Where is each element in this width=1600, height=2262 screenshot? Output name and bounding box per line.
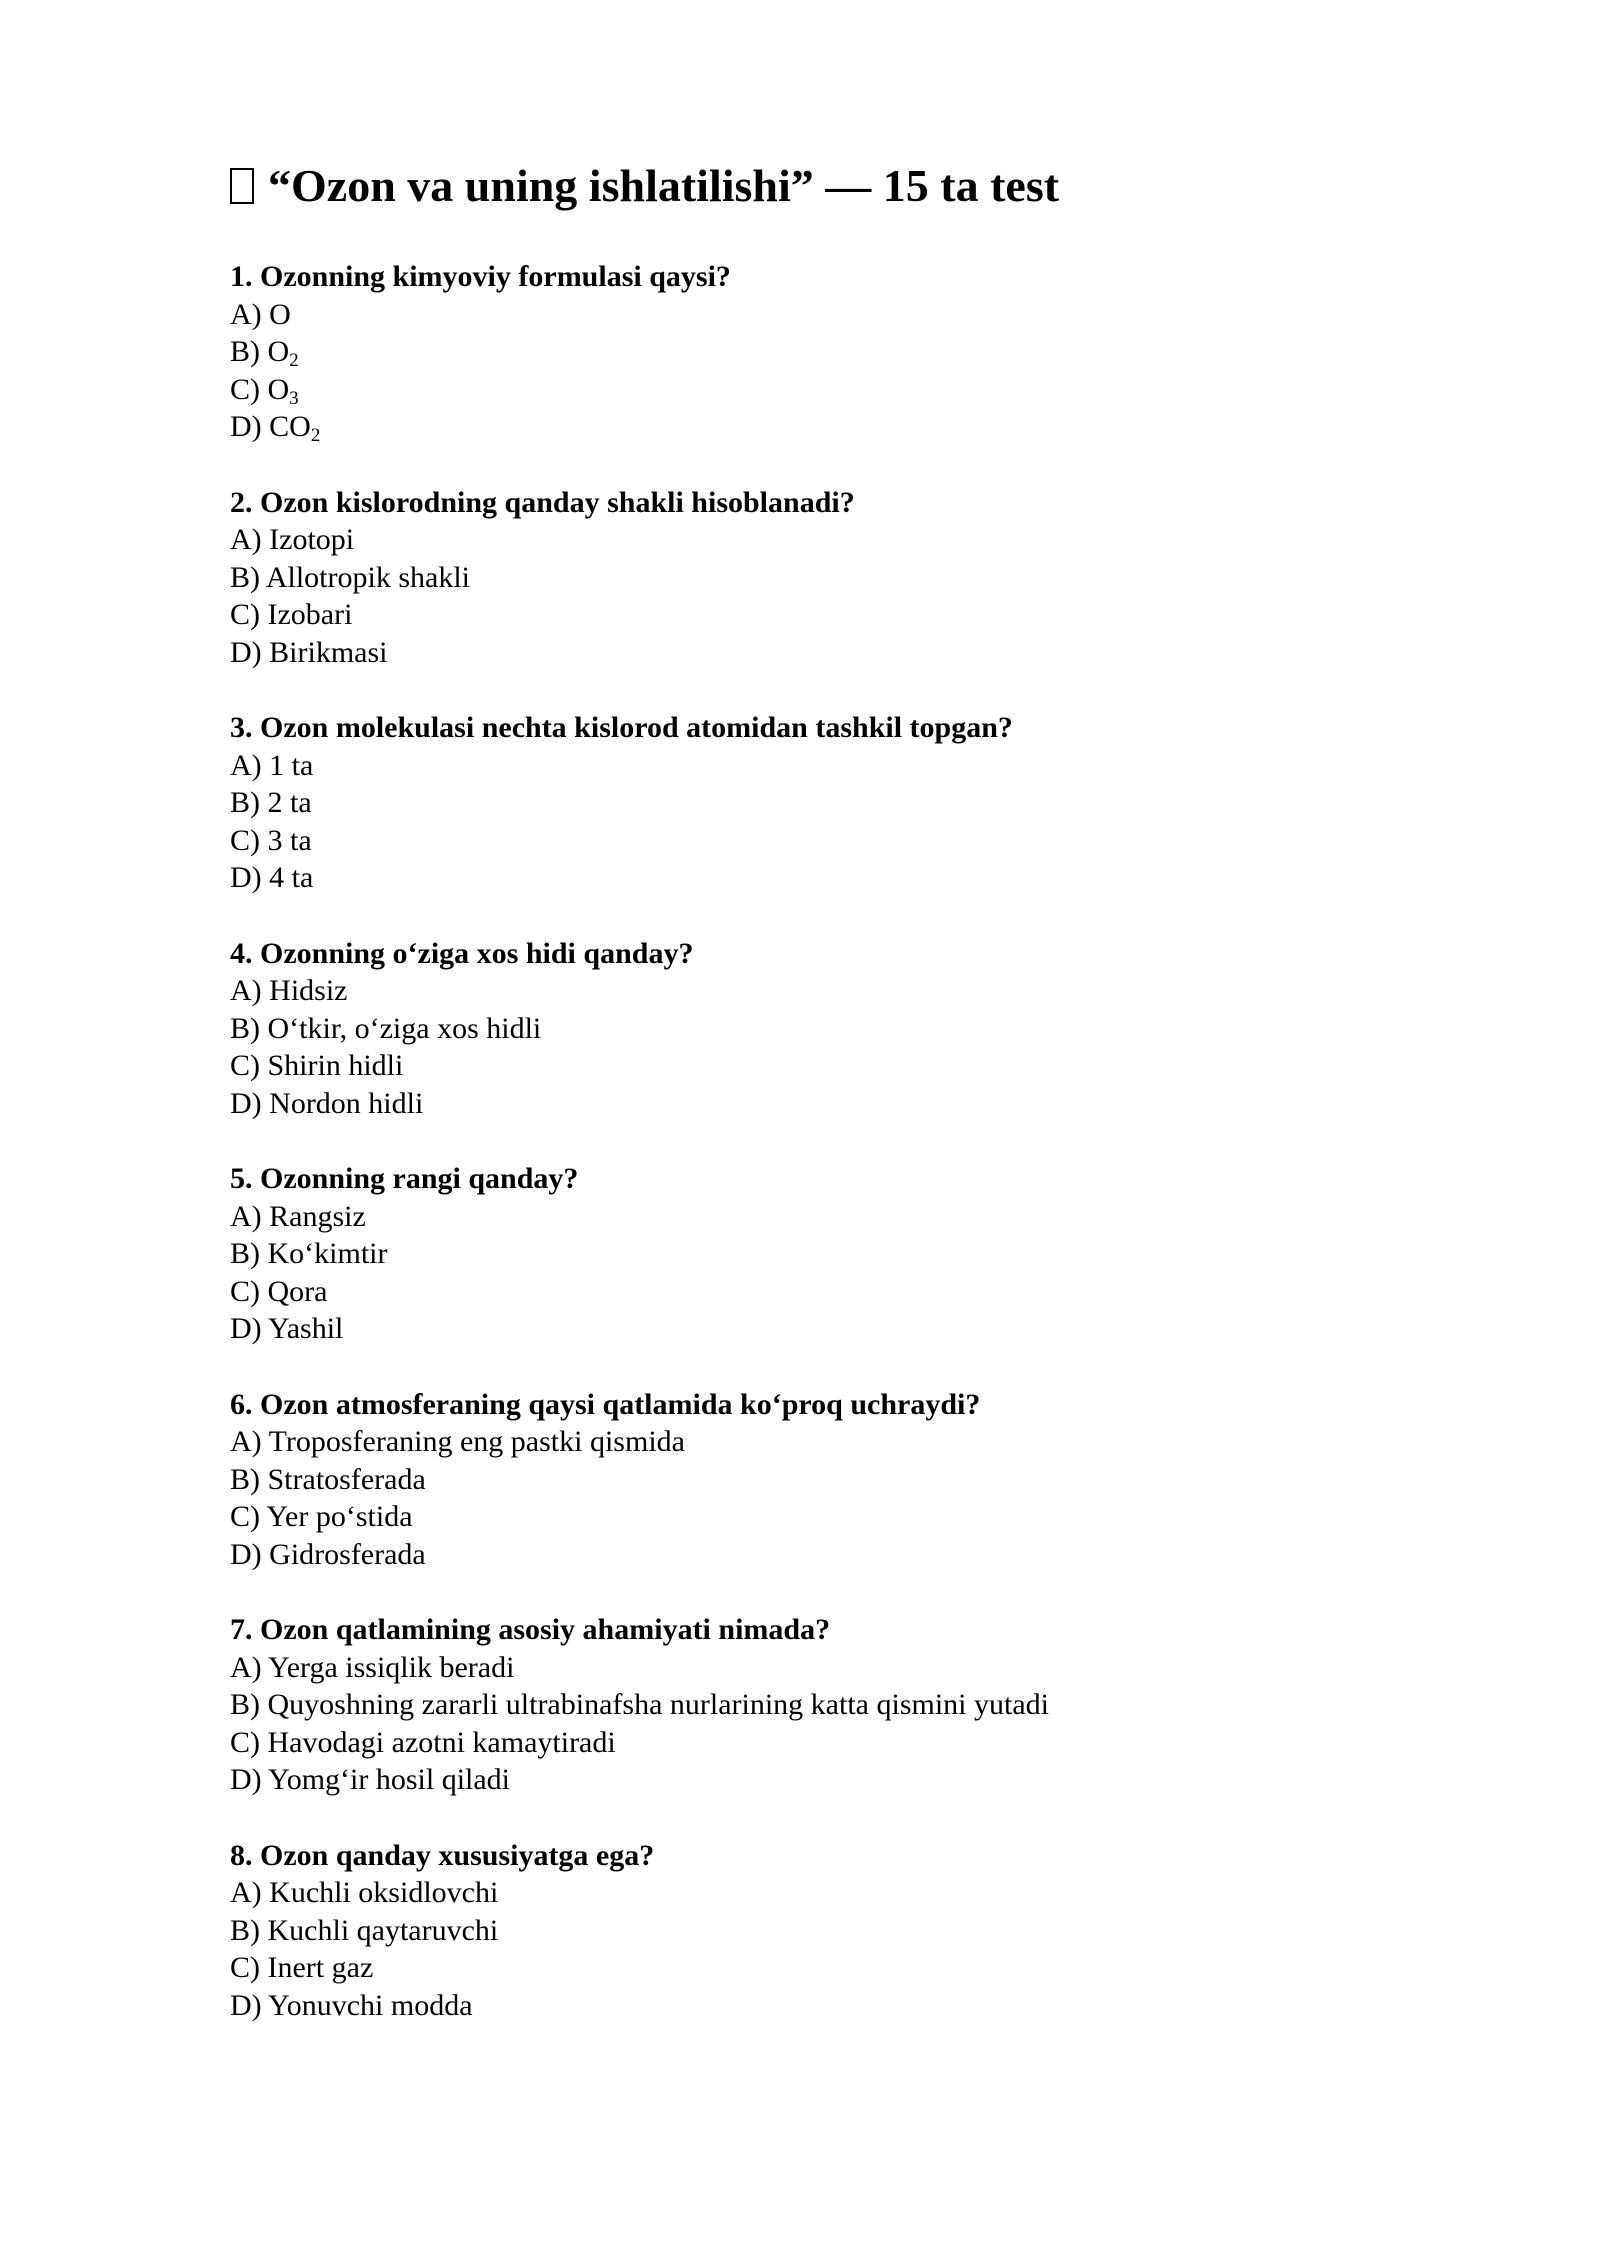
- answer-option: A) Troposferaning eng pastki qismida: [230, 1425, 685, 1458]
- answer-option: B) O‘tkir, o‘ziga xos hidli: [230, 1011, 542, 1045]
- document-title: [230, 160, 1430, 212]
- answer-option: B) 2 ta: [230, 786, 312, 819]
- answer-option: C) 3 ta: [230, 823, 312, 857]
- answer-option: D) 4 ta: [230, 861, 314, 894]
- answer-option: D) Yonuvchi modda: [230, 1988, 473, 2022]
- missing-glyph-icon: [230, 168, 254, 204]
- answer-option: B) Stratosferada: [230, 1462, 426, 1496]
- question-list: [230, 258, 1430, 2024]
- question-text: 8. Ozon qanday xususiyatga ega?: [230, 1838, 655, 1872]
- question-item: [230, 258, 1430, 446]
- question-text: 4. Ozonning o‘ziga xos hidi qanday?: [230, 936, 694, 970]
- answer-option: A) Izotopi: [230, 523, 355, 556]
- answer-option: C) Qora: [230, 1274, 328, 1308]
- answer-option: B) Ko‘kimtir: [230, 1237, 388, 1270]
- answer-option: C) Izobari: [230, 598, 353, 631]
- question-text: 2. Ozon kislorodning qanday shakli hisoblanadi?: [230, 485, 855, 519]
- answer-option: C) Inert gaz: [230, 1951, 374, 1984]
- question-item: [230, 935, 1430, 1123]
- question-item: [230, 709, 1430, 897]
- question-item: [230, 1386, 1430, 1574]
- question-item: [230, 1611, 1430, 1799]
- answer-option: D) $CO_2$: [230, 410, 321, 446]
- answer-option: D) Yomg‘ir hosil qiladi: [230, 1763, 511, 1796]
- question-item: [230, 1837, 1430, 2025]
- document-page: [230, 160, 1430, 2062]
- question-item: [230, 1160, 1430, 1348]
- question-text: 7. Ozon qatlamining asosiy ahamiyati nimada?: [230, 1613, 831, 1646]
- answer-option: A) Hidsiz: [230, 974, 348, 1007]
- question-text: 5. Ozonning rangi qanday?: [230, 1162, 579, 1195]
- answer-option: B) Kuchli qaytaruvchi: [230, 1913, 499, 1947]
- answer-option: C) Shirin hidli: [230, 1049, 404, 1082]
- answer-option: B) Quyoshning zararli ultrabinafsha nurlarining katta qismini yutadi: [230, 1688, 1049, 1721]
- question-text: 1. Ozonning kimyoviy formulasi qaysi?: [230, 260, 731, 293]
- answer-option: C) Yer po‘stida: [230, 1500, 413, 1533]
- answer-option: B) $O_2$: [230, 335, 299, 371]
- answer-option: C) Havodagi azotni kamaytiradi: [230, 1725, 616, 1759]
- answer-option: A) 1 ta: [230, 748, 314, 782]
- answer-option: D) Birikmasi: [230, 635, 388, 669]
- answer-option: B) Allotropik shakli: [230, 560, 470, 594]
- question-text: 3. Ozon molekulasi nechta kislorod atomidan tashkil topgan?: [230, 711, 1013, 744]
- answer-option: A) Yerga issiqlik beradi: [230, 1650, 515, 1684]
- question-item: [230, 484, 1430, 672]
- answer-option: A) O: [230, 297, 291, 331]
- document-title-text: “Ozon va uning ishlatilishi” — 15 ta test: [268, 160, 1060, 211]
- question-text: 6. Ozon atmosferaning qaysi qatlamida ko‘proq uchraydi?: [230, 1387, 981, 1421]
- answer-option: D) Yashil: [230, 1312, 344, 1345]
- answer-option: A) Kuchli oksidlovchi: [230, 1876, 499, 1909]
- answer-option: C) $O_3$: [230, 372, 299, 409]
- answer-option: A) Rangsiz: [230, 1199, 366, 1233]
- answer-option: D) Gidrosferada: [230, 1537, 426, 1571]
- answer-option: D) Nordon hidli: [230, 1086, 424, 1120]
